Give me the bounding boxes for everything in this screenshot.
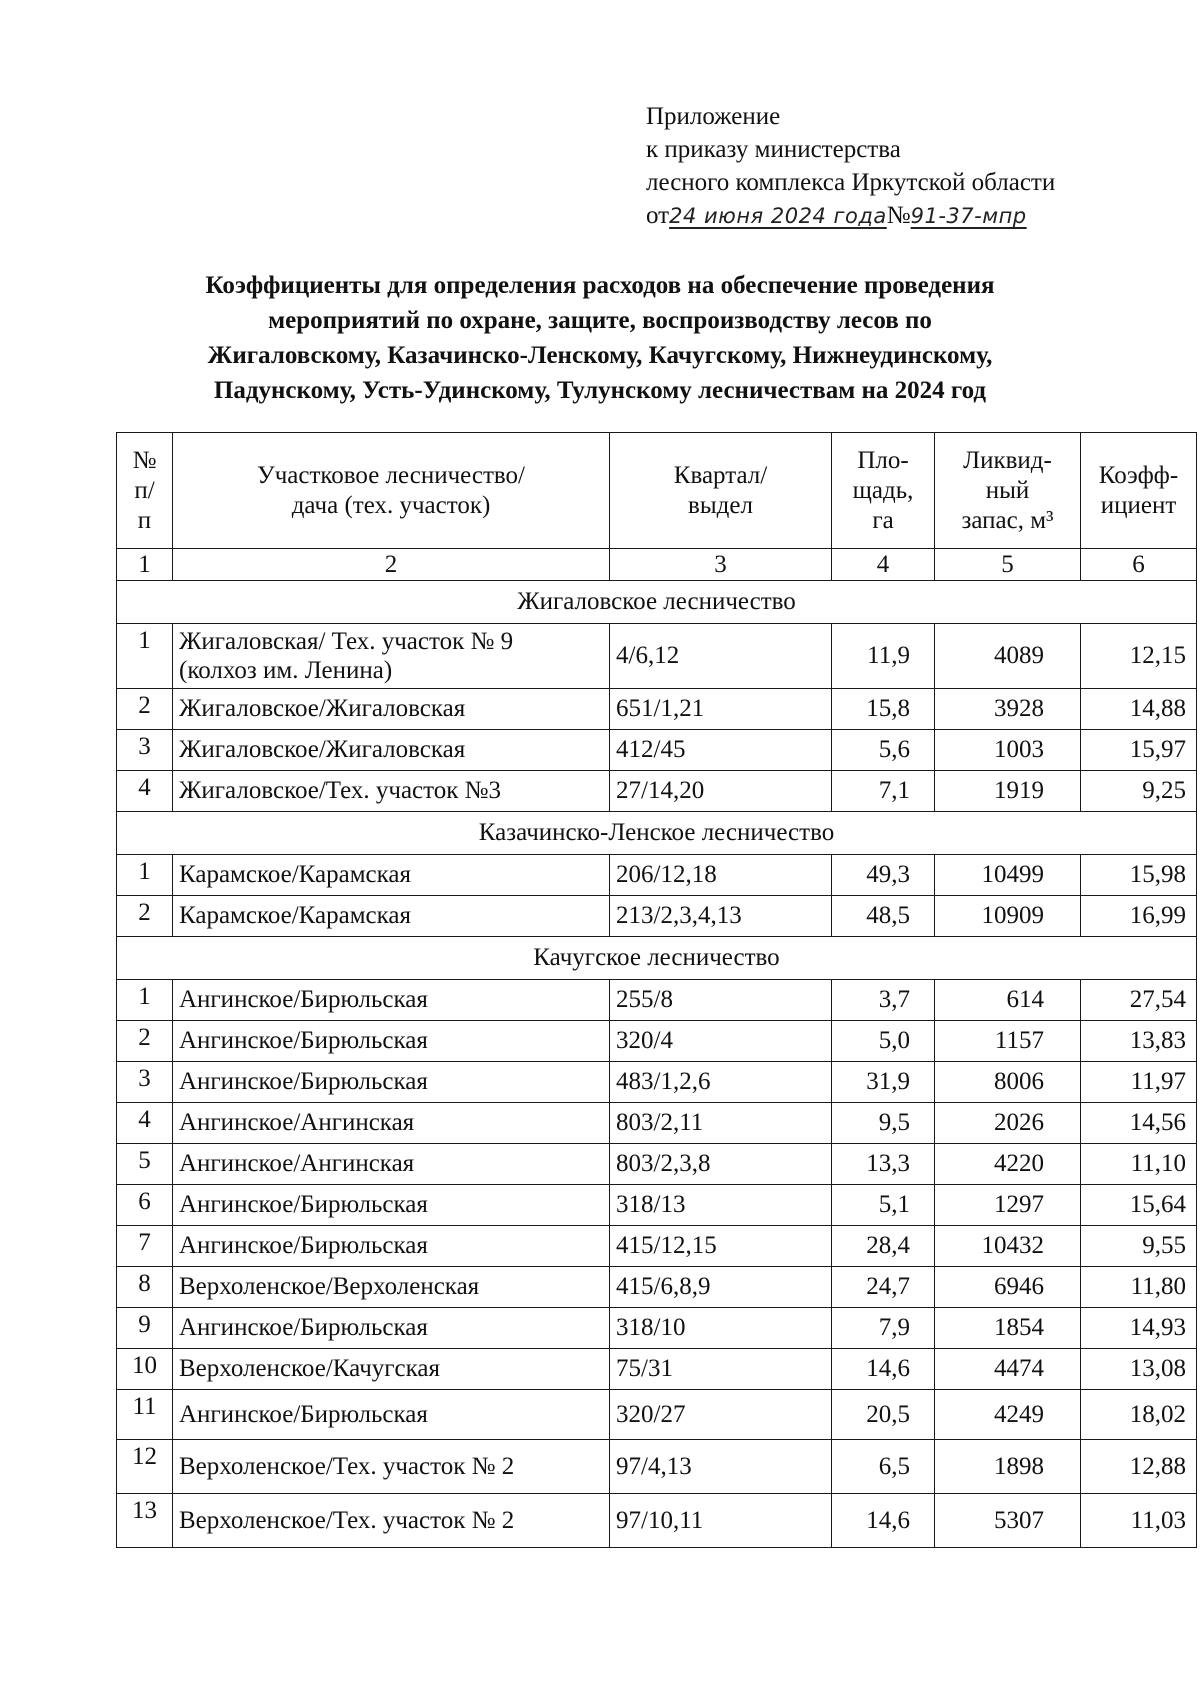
cell-block: 318/13 <box>610 1185 832 1226</box>
table-row <box>117 730 1197 771</box>
cell-coefficient: 14,88 <box>1081 689 1197 730</box>
title-line-3: Жигаловскому, Казачинско-Ленскому, Качугскому, Нижнеудинскому, <box>207 342 993 369</box>
section-title: Качугское лесничество <box>117 937 1197 980</box>
column-number: 4 <box>832 549 935 581</box>
cell-liquid-stock: 6946 <box>935 1267 1081 1308</box>
handwritten-date: 24 июня 2024 года <box>669 204 887 228</box>
cell-area: 9,5 <box>832 1103 935 1144</box>
cell-block: 412/45 <box>610 730 832 771</box>
cell-num: 3 <box>117 1062 173 1103</box>
cell-block: 803/2,3,8 <box>610 1144 832 1185</box>
cell-liquid-stock: 1919 <box>935 771 1081 812</box>
cell-liquid-stock: 5307 <box>935 1494 1081 1548</box>
cell-area: 11,9 <box>832 624 935 689</box>
section-row <box>117 581 1197 624</box>
cell-coefficient: 18,02 <box>1081 1390 1197 1440</box>
cell-block: 97/10,11 <box>610 1494 832 1548</box>
cell-forestry-dacha: Верхоленское/Тех. участок № 2 <box>173 1440 610 1494</box>
cell-forestry-dacha: Ангинское/Бирюльская <box>173 1021 610 1062</box>
cell-num: 2 <box>117 1021 173 1062</box>
cell-coefficient: 13,08 <box>1081 1349 1197 1390</box>
cell-area: 3,7 <box>832 980 935 1021</box>
cell-coefficient: 11,10 <box>1081 1144 1197 1185</box>
cell-block: 415/12,15 <box>610 1226 832 1267</box>
cell-liquid-stock: 8006 <box>935 1062 1081 1103</box>
cell-coefficient: 14,93 <box>1081 1308 1197 1349</box>
cell-area: 20,5 <box>832 1390 935 1440</box>
cell-num: 10 <box>117 1349 173 1390</box>
date-prefix: от <box>646 202 670 229</box>
cell-area: 6,5 <box>832 1440 935 1494</box>
header-block: Квартал/ выдел <box>610 433 832 549</box>
cell-block: 27/14,20 <box>610 771 832 812</box>
cell-coefficient: 15,97 <box>1081 730 1197 771</box>
column-number: 1 <box>117 549 173 581</box>
cell-area: 5,6 <box>832 730 935 771</box>
header-num: № п/ п <box>117 433 173 549</box>
cell-coefficient: 15,98 <box>1081 855 1197 896</box>
table-row <box>117 980 1197 1021</box>
cell-forestry-dacha: Карамское/Карамская <box>173 896 610 937</box>
appendix-label: Приложение <box>646 103 781 130</box>
cell-num: 13 <box>117 1494 173 1548</box>
cell-num: 3 <box>117 730 173 771</box>
cell-liquid-stock: 614 <box>935 980 1081 1021</box>
cell-coefficient: 16,99 <box>1081 896 1197 937</box>
cell-num: 1 <box>117 980 173 1021</box>
cell-forestry-dacha: Ангинское/Бирюльская <box>173 980 610 1021</box>
cell-liquid-stock: 1898 <box>935 1440 1081 1494</box>
cell-coefficient: 11,03 <box>1081 1494 1197 1548</box>
appendix-ministry: лесного комплекса Иркутской области <box>646 169 1056 196</box>
cell-area: 28,4 <box>832 1226 935 1267</box>
cell-block: 320/4 <box>610 1021 832 1062</box>
table-row <box>117 1226 1197 1267</box>
column-number: 5 <box>935 549 1081 581</box>
cell-forestry-dacha: Жигаловское/Жигаловская <box>173 730 610 771</box>
cell-forestry-dacha: Карамское/Карамская <box>173 855 610 896</box>
cell-area: 24,7 <box>832 1267 935 1308</box>
cell-coefficient: 12,88 <box>1081 1440 1197 1494</box>
cell-forestry-dacha: Верхоленское/Верхоленская <box>173 1267 610 1308</box>
cell-area: 5,1 <box>832 1185 935 1226</box>
header-forestry-dacha: Участковое лесничество/ дача (тех. участок) <box>173 433 610 549</box>
cell-liquid-stock: 4249 <box>935 1390 1081 1440</box>
cell-block: 415/6,8,9 <box>610 1267 832 1308</box>
table-row <box>117 1185 1197 1226</box>
cell-liquid-stock: 1297 <box>935 1185 1081 1226</box>
handwritten-order-number: 91-37-мпр <box>910 204 1027 228</box>
cell-block: 213/2,3,4,13 <box>610 896 832 937</box>
appendix-order-ref: к приказу министерства <box>646 136 901 163</box>
table-row <box>117 1440 1197 1494</box>
cell-num: 5 <box>117 1144 173 1185</box>
cell-liquid-stock: 1157 <box>935 1021 1081 1062</box>
cell-num: 7 <box>117 1226 173 1267</box>
cell-area: 5,0 <box>832 1021 935 1062</box>
table-row <box>117 689 1197 730</box>
table-row <box>117 1103 1197 1144</box>
cell-num: 8 <box>117 1267 173 1308</box>
table-row <box>117 1390 1197 1440</box>
cell-coefficient: 11,80 <box>1081 1267 1197 1308</box>
table-row <box>117 1062 1197 1103</box>
cell-liquid-stock: 4220 <box>935 1144 1081 1185</box>
cell-area: 14,6 <box>832 1494 935 1548</box>
cell-coefficient: 12,15 <box>1081 624 1197 689</box>
cell-liquid-stock: 3928 <box>935 689 1081 730</box>
appendix-header <box>646 100 1055 233</box>
cell-num: 2 <box>117 896 173 937</box>
cell-coefficient: 14,56 <box>1081 1103 1197 1144</box>
cell-block: 97/4,13 <box>610 1440 832 1494</box>
section-row <box>117 937 1197 980</box>
cell-block: 318/10 <box>610 1308 832 1349</box>
cell-liquid-stock: 4474 <box>935 1349 1081 1390</box>
table-row <box>117 624 1197 689</box>
cell-area: 48,5 <box>832 896 935 937</box>
cell-forestry-dacha: Ангинское/Бирюльская <box>173 1308 610 1349</box>
cell-num: 4 <box>117 1103 173 1144</box>
header-area: Пло- щадь, га <box>832 433 935 549</box>
header-liquid-stock: Ликвид- ный запас, м³ <box>935 433 1081 549</box>
cell-area: 14,6 <box>832 1349 935 1390</box>
cell-block: 320/27 <box>610 1390 832 1440</box>
cell-num: 1 <box>117 624 173 689</box>
cell-num: 4 <box>117 771 173 812</box>
header-coefficient: Коэфф- ициент <box>1081 433 1197 549</box>
table-row <box>117 771 1197 812</box>
cell-coefficient: 27,54 <box>1081 980 1197 1021</box>
appendix-date-line <box>646 199 1055 233</box>
coefficients-table <box>116 432 1197 1548</box>
cell-num: 6 <box>117 1185 173 1226</box>
table-row <box>117 1144 1197 1185</box>
document-title <box>100 268 1100 408</box>
cell-liquid-stock: 10499 <box>935 855 1081 896</box>
cell-area: 7,1 <box>832 771 935 812</box>
table-row <box>117 1349 1197 1390</box>
section-row <box>117 812 1197 855</box>
section-title: Казачинско-Ленское лесничество <box>117 812 1197 855</box>
cell-block: 651/1,21 <box>610 689 832 730</box>
title-line-2: мероприятий по охране, защите, воспроизводству лесов по <box>268 307 932 334</box>
table-row <box>117 1021 1197 1062</box>
cell-area: 15,8 <box>832 689 935 730</box>
cell-forestry-dacha: Жигаловская/ Тех. участок № 9 (колхоз им. Ленина) <box>173 624 610 689</box>
cell-forestry-dacha: Жигаловское/Жигаловская <box>173 689 610 730</box>
cell-forestry-dacha: Верхоленское/Тех. участок № 2 <box>173 1494 610 1548</box>
cell-coefficient: 9,55 <box>1081 1226 1197 1267</box>
column-number: 2 <box>173 549 610 581</box>
cell-num: 12 <box>117 1440 173 1494</box>
cell-forestry-dacha: Верхоленское/Качугская <box>173 1349 610 1390</box>
cell-area: 31,9 <box>832 1062 935 1103</box>
cell-forestry-dacha: Ангинское/Бирюльская <box>173 1390 610 1440</box>
cell-forestry-dacha: Ангинское/Ангинская <box>173 1103 610 1144</box>
cell-block: 75/31 <box>610 1349 832 1390</box>
section-title: Жигаловское лесничество <box>117 581 1197 624</box>
cell-forestry-dacha: Жигаловское/Тех. участок №3 <box>173 771 610 812</box>
cell-liquid-stock: 10909 <box>935 896 1081 937</box>
cell-block: 803/2,11 <box>610 1103 832 1144</box>
table-row <box>117 896 1197 937</box>
cell-num: 1 <box>117 855 173 896</box>
cell-num: 11 <box>117 1390 173 1440</box>
cell-area: 49,3 <box>832 855 935 896</box>
cell-forestry-dacha: Ангинское/Бирюльская <box>173 1226 610 1267</box>
title-line-1: Коэффициенты для определения расходов на обеспечение проведения <box>205 272 995 299</box>
table-row <box>117 1267 1197 1308</box>
cell-coefficient: 15,64 <box>1081 1185 1197 1226</box>
cell-block: 483/1,2,6 <box>610 1062 832 1103</box>
cell-block: 206/12,18 <box>610 855 832 896</box>
number-prefix: № <box>886 202 911 229</box>
cell-num: 2 <box>117 689 173 730</box>
cell-liquid-stock: 10432 <box>935 1226 1081 1267</box>
cell-forestry-dacha: Ангинское/Ангинская <box>173 1144 610 1185</box>
column-number: 3 <box>610 549 832 581</box>
table-row <box>117 1308 1197 1349</box>
cell-coefficient: 11,97 <box>1081 1062 1197 1103</box>
cell-coefficient: 9,25 <box>1081 771 1197 812</box>
cell-liquid-stock: 2026 <box>935 1103 1081 1144</box>
cell-area: 7,9 <box>832 1308 935 1349</box>
cell-liquid-stock: 1003 <box>935 730 1081 771</box>
table-header-row <box>117 433 1197 549</box>
cell-forestry-dacha: Ангинское/Бирюльская <box>173 1185 610 1226</box>
cell-liquid-stock: 1854 <box>935 1308 1081 1349</box>
cell-forestry-dacha: Ангинское/Бирюльская <box>173 1062 610 1103</box>
column-number: 6 <box>1081 549 1197 581</box>
cell-liquid-stock: 4089 <box>935 624 1081 689</box>
table-row <box>117 855 1197 896</box>
table-row <box>117 1494 1197 1548</box>
column-number-row <box>117 549 1197 581</box>
cell-coefficient: 13,83 <box>1081 1021 1197 1062</box>
cell-block: 255/8 <box>610 980 832 1021</box>
cell-area: 13,3 <box>832 1144 935 1185</box>
cell-num: 9 <box>117 1308 173 1349</box>
cell-block: 4/6,12 <box>610 624 832 689</box>
title-line-4: Падунскому, Усть-Удинскому, Тулунскому лесничествам на 2024 год <box>213 377 987 404</box>
